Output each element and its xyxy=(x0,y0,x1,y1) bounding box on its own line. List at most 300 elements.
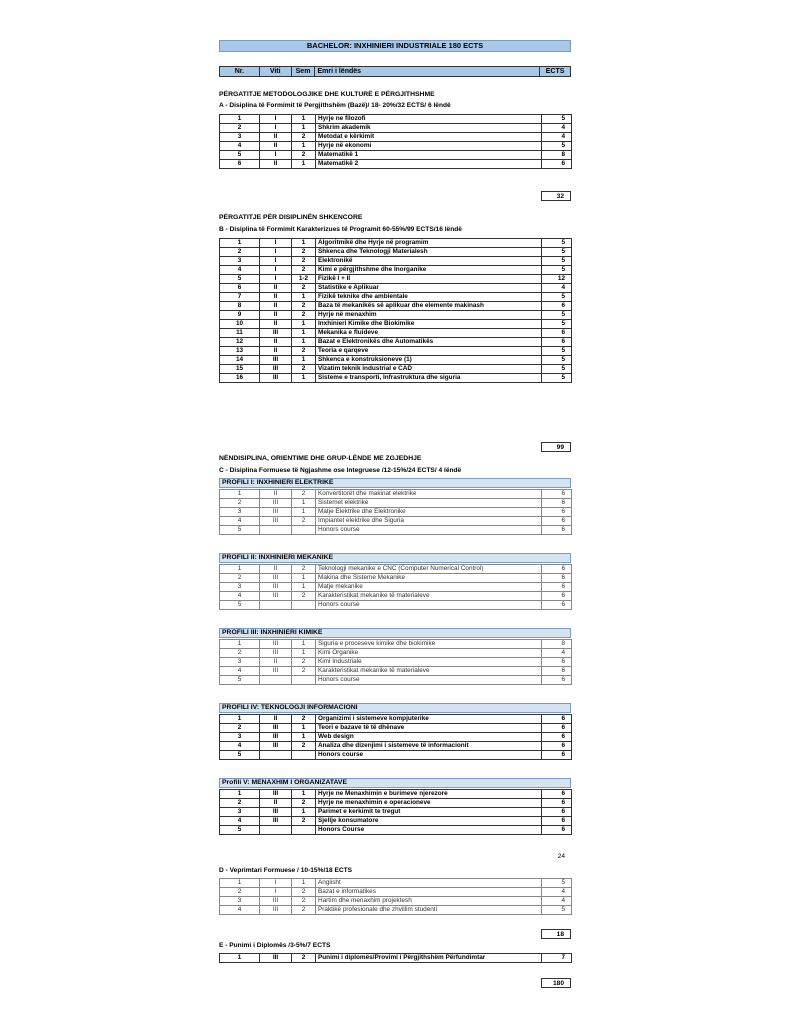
profile-4-header: PROFILI IV: TEKNOLOGJI INFORMACIONI xyxy=(219,703,571,713)
course-year: III xyxy=(260,583,292,592)
course-row xyxy=(220,142,572,151)
course-ects: 5 xyxy=(542,115,572,124)
course-ects: 6 xyxy=(542,499,572,508)
course-nr: 2 xyxy=(220,499,260,508)
course-year: II xyxy=(260,160,292,169)
course-ects: 5 xyxy=(542,239,572,248)
course-name: Sjellje konsumatore xyxy=(316,817,542,826)
course-row xyxy=(220,583,572,592)
course-ects: 6 xyxy=(542,724,572,733)
course-ects: 6 xyxy=(542,826,572,835)
course-ects: 4 xyxy=(542,888,572,897)
course-nr: 4 xyxy=(220,592,260,601)
course-semester: 2 xyxy=(292,658,316,667)
course-row xyxy=(220,526,572,535)
course-year: III xyxy=(260,649,292,658)
course-semester: 1 xyxy=(292,879,316,888)
course-row xyxy=(220,733,572,742)
course-nr: 10 xyxy=(220,320,260,329)
course-ects: 6 xyxy=(542,302,572,311)
course-name: Sisteme e transporti, Infrastruktura dhe siguria xyxy=(316,374,542,383)
course-nr: 1 xyxy=(220,715,260,724)
course-row xyxy=(220,658,572,667)
section-d-total: 18 xyxy=(541,929,571,939)
course-name: Anglisht xyxy=(316,879,542,888)
course-name: Matematikë 2 xyxy=(316,160,542,169)
course-name: Hyrje në ekonomi xyxy=(316,142,542,151)
course-semester: 1 xyxy=(292,124,316,133)
course-ects: 4 xyxy=(542,897,572,906)
course-ects: 6 xyxy=(542,490,572,499)
course-row xyxy=(220,751,572,760)
course-row xyxy=(220,715,572,724)
course-semester: 1 xyxy=(292,320,316,329)
course-ects: 5 xyxy=(542,266,572,275)
course-row xyxy=(220,490,572,499)
course-semester: 2 xyxy=(292,817,316,826)
course-name: Honors course xyxy=(316,601,542,610)
section-b-table xyxy=(219,238,572,383)
course-year: II xyxy=(260,293,292,302)
course-ects: 6 xyxy=(542,799,572,808)
course-nr: 5 xyxy=(220,751,260,760)
course-row xyxy=(220,356,572,365)
course-nr: 13 xyxy=(220,347,260,356)
course-row xyxy=(220,160,572,169)
course-ects: 6 xyxy=(542,715,572,724)
course-year xyxy=(260,826,292,835)
course-year: III xyxy=(260,742,292,751)
course-nr: 4 xyxy=(220,667,260,676)
course-ects: 6 xyxy=(542,658,572,667)
course-row xyxy=(220,574,572,583)
course-year: II xyxy=(260,490,292,499)
course-name: Karakteristikat mekanike të materialeve xyxy=(316,667,542,676)
course-row xyxy=(220,133,572,142)
course-year: III xyxy=(260,640,292,649)
course-year: III xyxy=(260,733,292,742)
course-row xyxy=(220,302,572,311)
course-year: II xyxy=(260,311,292,320)
course-row xyxy=(220,115,572,124)
course-nr: 1 xyxy=(220,565,260,574)
section-a-total: 32 xyxy=(541,191,571,201)
course-name: Matje mekanike xyxy=(316,583,542,592)
course-ects: 8 xyxy=(542,640,572,649)
course-ects: 5 xyxy=(542,257,572,266)
course-nr: 14 xyxy=(220,356,260,365)
course-semester: 2 xyxy=(292,311,316,320)
course-ects: 12 xyxy=(542,275,572,284)
col-nr: Nr. xyxy=(220,67,260,76)
course-row xyxy=(220,284,572,293)
course-semester: 1 xyxy=(292,293,316,302)
course-nr: 3 xyxy=(220,583,260,592)
course-ects: 5 xyxy=(542,906,572,915)
course-year: III xyxy=(260,808,292,817)
course-name: Vizatim teknik industrial e CAD xyxy=(316,365,542,374)
section-b-total: 99 xyxy=(541,442,571,452)
section-c-total: 24 xyxy=(557,853,565,860)
course-nr: 2 xyxy=(220,124,260,133)
profile-4-table xyxy=(219,714,572,760)
course-semester: 1 xyxy=(292,508,316,517)
course-ects: 6 xyxy=(542,790,572,799)
course-year: II xyxy=(260,302,292,311)
profile-3-header: PROFILI III: INXHINIERI KIMIKE xyxy=(219,628,571,638)
course-ects: 7 xyxy=(542,954,572,963)
course-semester xyxy=(292,676,316,685)
course-row xyxy=(220,897,572,906)
section-b-subheading: B - Disiplina të Formimit Karakterizues të Programit 60-55%/99 ECTS/16 lëndë xyxy=(219,226,462,233)
course-name: Honors course xyxy=(316,751,542,760)
course-nr: 6 xyxy=(220,284,260,293)
course-year: II xyxy=(260,142,292,151)
course-year: I xyxy=(260,888,292,897)
course-semester: 2 xyxy=(292,284,316,293)
course-nr: 2 xyxy=(220,724,260,733)
course-ects: 4 xyxy=(542,133,572,142)
course-year: I xyxy=(260,248,292,257)
course-ects: 4 xyxy=(542,284,572,293)
course-name: Kimi e përgjithshme dhe Inorganike xyxy=(316,266,542,275)
course-name: Sistemet elektrike xyxy=(316,499,542,508)
course-row xyxy=(220,565,572,574)
profile-1-table xyxy=(219,489,572,535)
course-nr: 8 xyxy=(220,302,260,311)
course-ects: 5 xyxy=(542,311,572,320)
course-nr: 4 xyxy=(220,906,260,915)
course-semester: 1 xyxy=(292,338,316,347)
course-row xyxy=(220,517,572,526)
course-year: III xyxy=(260,817,292,826)
course-row xyxy=(220,601,572,610)
course-row xyxy=(220,257,572,266)
profile-2-table xyxy=(219,564,572,610)
course-row xyxy=(220,724,572,733)
course-name: Shkenca e konstruksioneve (1) xyxy=(316,356,542,365)
course-ects: 8 xyxy=(542,151,572,160)
course-name: Fizikë teknike dhe ambientale xyxy=(316,293,542,302)
course-name: Hyrje ne Menaxhimin e burimeve njerezore xyxy=(316,790,542,799)
course-row xyxy=(220,320,572,329)
section-a-subheading: A - Disiplina të Formimit të Pergjithshëm (Bazë)/ 18- 20%/32 ECTS/ 6 lëndë xyxy=(219,102,451,109)
course-name: Impiantet elektrike dhe Siguria xyxy=(316,517,542,526)
course-year: III xyxy=(260,897,292,906)
course-name: Hyrje ne filozofi xyxy=(316,115,542,124)
course-ects: 5 xyxy=(542,142,572,151)
course-ects: 6 xyxy=(542,742,572,751)
course-name: Hyrje ne menaxhimin e operacioneve xyxy=(316,799,542,808)
course-row xyxy=(220,592,572,601)
col-sem: Sem xyxy=(292,67,316,76)
course-semester: 2 xyxy=(292,799,316,808)
course-nr: 3 xyxy=(220,808,260,817)
grand-total: 180 xyxy=(541,978,571,988)
course-semester: 1 xyxy=(292,808,316,817)
course-row xyxy=(220,365,572,374)
course-row xyxy=(220,329,572,338)
course-row xyxy=(220,826,572,835)
course-row xyxy=(220,239,572,248)
col-viti: Viti xyxy=(260,67,292,76)
course-year: II xyxy=(260,347,292,356)
course-year: III xyxy=(260,724,292,733)
course-nr: 1 xyxy=(220,640,260,649)
course-name: Bazat e Elektronikës dhe Automatikës xyxy=(316,338,542,347)
course-ects: 6 xyxy=(542,526,572,535)
course-semester: 2 xyxy=(292,742,316,751)
course-name: Statistike e Aplikuar xyxy=(316,284,542,293)
course-nr: 5 xyxy=(220,151,260,160)
course-name: Bazat e informatikes xyxy=(316,888,542,897)
course-ects: 6 xyxy=(542,574,572,583)
course-year: I xyxy=(260,879,292,888)
course-semester: 2 xyxy=(292,667,316,676)
course-ects: 5 xyxy=(542,320,572,329)
course-year: III xyxy=(260,574,292,583)
course-year xyxy=(260,526,292,535)
course-ects: 5 xyxy=(542,356,572,365)
course-year: III xyxy=(260,356,292,365)
profile-5-header: Profili V: MENAXHIM I ORGANIZATAVE xyxy=(219,778,571,788)
course-year: III xyxy=(260,790,292,799)
course-row xyxy=(220,311,572,320)
section-e-table xyxy=(219,953,572,963)
course-name: Praktikë profesionale dhe zhvillim studenti xyxy=(316,906,542,915)
course-nr: 3 xyxy=(220,508,260,517)
program-banner: BACHELOR: INXHINIERI INDUSTRIALE 180 ECTS xyxy=(219,40,571,52)
course-year: II xyxy=(260,565,292,574)
course-semester: 2 xyxy=(292,266,316,275)
course-ects: 5 xyxy=(542,293,572,302)
course-name: Honors course xyxy=(316,676,542,685)
course-nr: 2 xyxy=(220,574,260,583)
course-semester: 1 xyxy=(292,649,316,658)
course-nr: 4 xyxy=(220,517,260,526)
course-semester xyxy=(292,526,316,535)
course-name: Parimet e kerkimit te tregut xyxy=(316,808,542,817)
course-semester: 1 xyxy=(292,329,316,338)
course-ects: 6 xyxy=(542,583,572,592)
course-nr: 2 xyxy=(220,799,260,808)
course-name: Hyrje në menaxhim xyxy=(316,311,542,320)
profile-2-header: PROFILI II: INXHINIERI MEKANIKE xyxy=(219,553,571,563)
course-semester: 1 xyxy=(292,640,316,649)
course-row xyxy=(220,808,572,817)
course-year: III xyxy=(260,365,292,374)
section-d-table xyxy=(219,878,572,915)
course-ects: 6 xyxy=(542,592,572,601)
course-name: Shkenca dhe Teknologji Materialesh xyxy=(316,248,542,257)
course-year xyxy=(260,601,292,610)
course-ects: 6 xyxy=(542,667,572,676)
course-row xyxy=(220,799,572,808)
course-ects: 6 xyxy=(542,817,572,826)
course-ects: 5 xyxy=(542,374,572,383)
course-row xyxy=(220,151,572,160)
course-row xyxy=(220,676,572,685)
course-nr: 1 xyxy=(220,239,260,248)
course-name: Konvertitorët dhe makinat elektrike xyxy=(316,490,542,499)
course-semester: 1 xyxy=(292,574,316,583)
course-year: I xyxy=(260,275,292,284)
course-row xyxy=(220,790,572,799)
course-year: III xyxy=(260,906,292,915)
course-name: Organizimi i sistemeve kompjuterike xyxy=(316,715,542,724)
course-name: Web design xyxy=(316,733,542,742)
course-nr: 16 xyxy=(220,374,260,383)
course-name: Teoria e qarqeve xyxy=(316,347,542,356)
course-nr: 15 xyxy=(220,365,260,374)
course-year: III xyxy=(260,954,292,963)
course-year: II xyxy=(260,658,292,667)
course-nr: 5 xyxy=(220,526,260,535)
course-ects: 6 xyxy=(542,508,572,517)
course-ects: 5 xyxy=(542,365,572,374)
course-semester: 2 xyxy=(292,565,316,574)
course-nr: 2 xyxy=(220,649,260,658)
course-ects: 6 xyxy=(542,601,572,610)
course-name: Kimi Organike xyxy=(316,649,542,658)
course-row xyxy=(220,742,572,751)
course-ects: 6 xyxy=(542,751,572,760)
section-d-subheading: D - Veprimtari Formuese / 10-15%/18 ECTS xyxy=(219,867,353,874)
course-name: Analiza dhe dizenjimi i sistemeve të informacionit xyxy=(316,742,542,751)
course-nr: 5 xyxy=(220,601,260,610)
course-name: Mekanika e fluideve xyxy=(316,329,542,338)
course-year: III xyxy=(260,517,292,526)
course-nr: 5 xyxy=(220,676,260,685)
course-semester xyxy=(292,751,316,760)
course-ects: 5 xyxy=(542,347,572,356)
course-row xyxy=(220,508,572,517)
course-semester: 2 xyxy=(292,906,316,915)
course-name: Kimi Industriale xyxy=(316,658,542,667)
course-nr: 1 xyxy=(220,115,260,124)
course-nr: 5 xyxy=(220,275,260,284)
course-semester: 1 xyxy=(292,790,316,799)
course-semester: 2 xyxy=(292,248,316,257)
course-name: Teori e bazave të të dhënave xyxy=(316,724,542,733)
course-name: Elektronikë xyxy=(316,257,542,266)
section-c-subheading: C - Disiplina Formuese të Ngjashme ose Integruese /12-15%/24 ECTS/ 4 lëndë xyxy=(219,467,462,474)
course-semester: 2 xyxy=(292,302,316,311)
course-nr: 3 xyxy=(220,897,260,906)
course-semester: 2 xyxy=(292,954,316,963)
course-name: Siguria e proceseve kimike dhe biokimike xyxy=(316,640,542,649)
course-year xyxy=(260,676,292,685)
col-emri: Emri i lëndës xyxy=(315,67,540,76)
course-ects: 4 xyxy=(542,124,572,133)
course-year: II xyxy=(260,799,292,808)
course-nr: 4 xyxy=(220,742,260,751)
course-row xyxy=(220,338,572,347)
course-row xyxy=(220,374,572,383)
course-semester: 1 xyxy=(292,733,316,742)
course-row xyxy=(220,248,572,257)
course-nr: 4 xyxy=(220,817,260,826)
course-year: II xyxy=(260,715,292,724)
course-year: III xyxy=(260,499,292,508)
course-name: Matematikë 1 xyxy=(316,151,542,160)
course-ects: 6 xyxy=(542,733,572,742)
course-year xyxy=(260,751,292,760)
course-name: Fizikë I + II xyxy=(316,275,542,284)
section-e-subheading: E - Punimi i Diplomës /3-5%/7 ECTS xyxy=(219,942,331,949)
section-b-heading: PËRGATITJE PËR DISIPLINËN SHKENCORE xyxy=(219,214,363,221)
course-semester: 2 xyxy=(292,592,316,601)
course-nr: 6 xyxy=(220,160,260,169)
course-nr: 3 xyxy=(220,733,260,742)
course-name: Metodat e kërkimit xyxy=(316,133,542,142)
course-semester: 1 xyxy=(292,115,316,124)
course-year: I xyxy=(260,257,292,266)
course-row xyxy=(220,906,572,915)
course-semester: 2 xyxy=(292,257,316,266)
course-row xyxy=(220,266,572,275)
course-semester: 1 xyxy=(292,724,316,733)
course-semester xyxy=(292,601,316,610)
course-semester: 2 xyxy=(292,151,316,160)
course-nr: 1 xyxy=(220,490,260,499)
profile-3-table xyxy=(219,639,572,685)
course-name: Honors course xyxy=(316,526,542,535)
course-name: Algoritmikë dhe Hyrje në programim xyxy=(316,239,542,248)
course-row xyxy=(220,649,572,658)
course-nr: 4 xyxy=(220,266,260,275)
course-ects: 6 xyxy=(542,808,572,817)
course-semester: 2 xyxy=(292,715,316,724)
course-nr: 3 xyxy=(220,658,260,667)
course-semester: 1 xyxy=(292,374,316,383)
course-year: I xyxy=(260,124,292,133)
course-year: II xyxy=(260,133,292,142)
course-name: Teknologji mekanike e CNC (Computer Numerical Control) xyxy=(316,565,542,574)
course-ects: 6 xyxy=(542,676,572,685)
profile-5-table xyxy=(219,789,572,835)
course-ects: 5 xyxy=(542,248,572,257)
course-semester: 2 xyxy=(292,897,316,906)
col-ects: ECTS xyxy=(545,68,565,75)
course-row xyxy=(220,275,572,284)
course-row xyxy=(220,667,572,676)
course-row xyxy=(220,879,572,888)
course-semester: 2 xyxy=(292,517,316,526)
course-year: II xyxy=(260,320,292,329)
course-year: II xyxy=(260,338,292,347)
course-ects: 6 xyxy=(542,338,572,347)
section-a-table xyxy=(219,114,572,169)
course-row xyxy=(220,640,572,649)
course-name: Inxhinieri Kimike dhe Biokimike xyxy=(316,320,542,329)
course-ects: 6 xyxy=(542,565,572,574)
course-ects: 5 xyxy=(542,879,572,888)
course-row xyxy=(220,954,572,963)
course-semester: 1 xyxy=(292,583,316,592)
course-year: I xyxy=(260,266,292,275)
course-row xyxy=(220,293,572,302)
course-name: Shkrim akademik xyxy=(316,124,542,133)
course-nr: 3 xyxy=(220,257,260,266)
course-ects: 6 xyxy=(542,329,572,338)
course-nr: 2 xyxy=(220,248,260,257)
course-nr: 12 xyxy=(220,338,260,347)
course-year: III xyxy=(260,592,292,601)
course-nr: 7 xyxy=(220,293,260,302)
course-name: Makina dhe Sisteme Mekanike xyxy=(316,574,542,583)
course-semester: 2 xyxy=(292,365,316,374)
